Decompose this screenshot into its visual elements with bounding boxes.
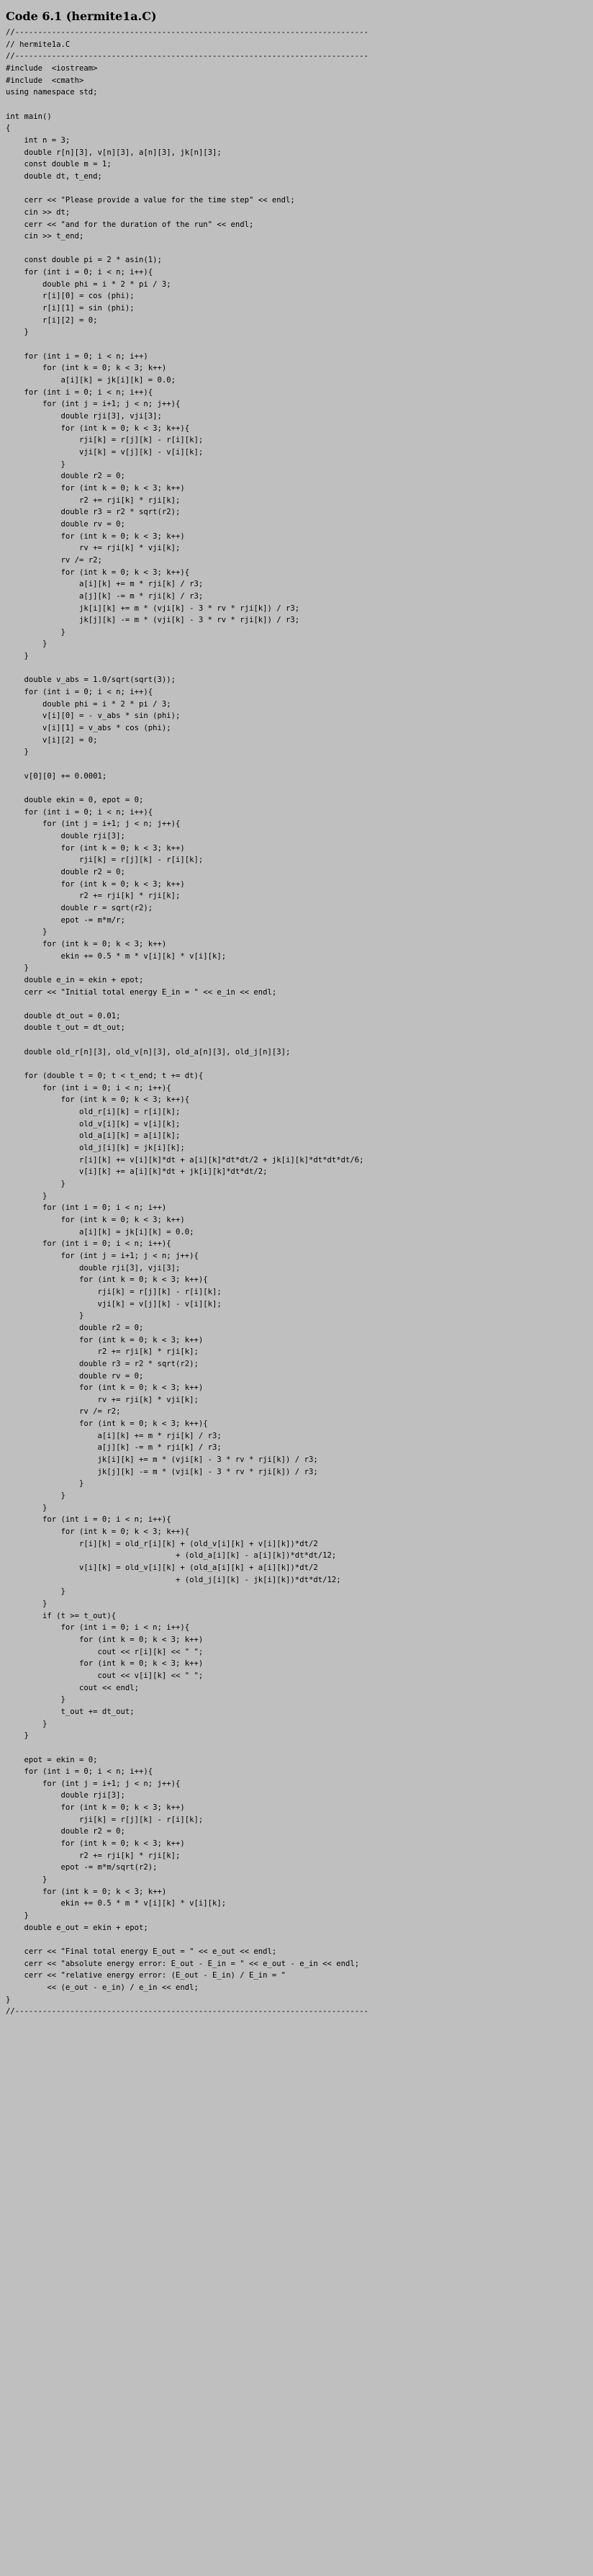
code-line: double rv = 0; <box>6 1371 144 1381</box>
code-line: double phi = i * 2 * pi / 3; <box>6 279 171 289</box>
code-line: for (int k = 0; k < 3; k++) <box>6 1335 204 1345</box>
code-line: for (int k = 0; k < 3; k++){ <box>6 1275 208 1285</box>
code-line: const double pi = 2 * asin(1); <box>6 256 162 265</box>
code-line: } <box>6 1491 65 1501</box>
code-line: + (old_j[i][k] - jk[i][k])*dt*dt/12; <box>6 1575 341 1584</box>
code-line: old_v[i][k] = v[i][k]; <box>6 1119 181 1128</box>
code-line: v[i][k] += a[i][k]*dt + jk[i][k]*dt*dt/2; <box>6 1167 268 1177</box>
code-line: epot -= m*m/sqrt(r2); <box>6 1863 158 1872</box>
code-line: r[i][k] = old_r[i][k] + (old_v[i][k] + v[i][k])*dt/2 <box>6 1539 318 1548</box>
code-line: for (int i = 0; i < n; i++){ <box>6 1515 171 1525</box>
code-line: v[i][0] = - v_abs * sin (phi); <box>6 712 181 721</box>
code-line: jk[j][k] -= m * (vji[k] - 3 * rv * rji[k]) / r3; <box>6 1467 318 1476</box>
code-line <box>6 99 587 111</box>
code-line: double e_out = ekin + epot; <box>6 1923 148 1932</box>
code-line: for (int i = 0; i < n; i++){ <box>6 268 153 277</box>
code-line: for (int i = 0; i < n; i++){ <box>6 1767 153 1777</box>
code-line: for (int k = 0; k < 3; k++) <box>6 1635 204 1644</box>
code-line: r2 += rji[k] * rji[k]; <box>6 495 181 505</box>
code-line: for (int k = 0; k < 3; k++) <box>6 879 185 889</box>
code-line: } <box>6 1599 47 1608</box>
code-line: ekin += 0.5 * m * v[i][k] * v[i][k]; <box>6 951 227 961</box>
code-line: cout << r[i][k] << " "; <box>6 1647 204 1656</box>
code-line: } <box>6 652 29 661</box>
code-line: } <box>6 1719 47 1728</box>
code-line: double r3 = r2 * sqrt(r2); <box>6 1359 199 1368</box>
code-line: double rv = 0; <box>6 519 125 529</box>
code-line: cerr << "absolute energy error: E_out - E_in = " << e_out - e_in << endl; <box>6 1959 360 1968</box>
code-line: double t_out = dt_out; <box>6 1023 125 1033</box>
code-line: for (int j = i+1; j < n; j++){ <box>6 820 181 829</box>
code-line: for (int i = 0; i < n; i++) <box>6 1203 167 1213</box>
code-line: } <box>6 928 47 937</box>
code-line: cout << v[i][k] << " "; <box>6 1671 204 1680</box>
code-line: #include <cmath> <box>6 76 84 85</box>
code-line: v[0][0] += 0.0001; <box>6 771 107 781</box>
code-line: vji[k] = v[j][k] - v[i][k]; <box>6 447 204 457</box>
code-line <box>6 1058 587 1070</box>
code-line: old_j[i][k] = jk[i][k]; <box>6 1144 185 1153</box>
code-line: //----------------------------------------------------------------------------- <box>6 28 368 37</box>
code-line: double r = sqrt(r2); <box>6 903 153 912</box>
code-line: } <box>6 639 47 649</box>
code-line: double r2 = 0; <box>6 867 125 876</box>
code-line <box>6 1742 587 1754</box>
code-line: } <box>6 964 29 973</box>
code-line: for (int i = 0; i < n; i++) <box>6 351 148 361</box>
code-line: v[i][2] = 0; <box>6 735 98 745</box>
code-line: for (double t = 0; t < t_end; t += dt){ <box>6 1072 204 1081</box>
code-line: rji[k] = r[j][k] - r[i][k]; <box>6 856 204 865</box>
code-line: v[i][k] = old_v[i][k] + (old_a[i][k] + a[i][k])*dt/2 <box>6 1563 318 1572</box>
code-line: double r3 = r2 * sqrt(r2); <box>6 508 181 517</box>
code-line: const double m = 1; <box>6 160 112 169</box>
code-line: rv /= r2; <box>6 555 102 565</box>
code-line: cerr << "relative energy error: (E_out - E_in) / E_in = " <box>6 1971 286 1980</box>
code-line: for (int k = 0; k < 3; k++){ <box>6 423 190 433</box>
code-line: double r[n][3], v[n][3], a[n][3], jk[n][3]; <box>6 148 222 157</box>
code-listing <box>6 10 587 2018</box>
code-line: } <box>6 459 65 469</box>
code-line: } <box>6 1479 84 1489</box>
code-line: double v_abs = 1.0/sqrt(sqrt(3)); <box>6 676 176 685</box>
code-line: double phi = i * 2 * pi / 3; <box>6 699 171 709</box>
code-line: for (int k = 0; k < 3; k++) <box>6 531 185 541</box>
code-line: for (int i = 0; i < n; i++){ <box>6 387 153 397</box>
code-line: for (int j = i+1; j < n; j++){ <box>6 400 181 409</box>
code-line: epot = ekin = 0; <box>6 1755 98 1764</box>
code-line: rv /= r2; <box>6 1407 121 1417</box>
code-line: } <box>6 748 29 757</box>
code-line: a[j][k] -= m * rji[k] / r3; <box>6 1443 222 1453</box>
code-line: //----------------------------------------------------------------------------- <box>6 2007 368 2016</box>
code-line: cerr << "Please provide a value for the time step" << endl; <box>6 196 295 205</box>
code-line: // hermite1a.C <box>6 40 71 49</box>
code-line: double dt_out = 0.01; <box>6 1011 121 1020</box>
code-line: r2 += rji[k] * rji[k]; <box>6 1347 199 1357</box>
code-line: for (int k = 0; k < 3; k++){ <box>6 1095 190 1105</box>
code-line: using namespace std; <box>6 88 98 97</box>
code-line: for (int k = 0; k < 3; k++) <box>6 1215 185 1224</box>
code-line: } <box>6 627 65 637</box>
code-line: } <box>6 1587 65 1597</box>
code-line: r[i][1] = sin (phi); <box>6 304 135 313</box>
code-line: if (t >= t_out){ <box>6 1611 117 1620</box>
code-line: double r2 = 0; <box>6 1323 144 1332</box>
code-line: for (int k = 0; k < 3; k++) <box>6 364 167 373</box>
code-line: r2 += rji[k] * rji[k]; <box>6 1851 181 1860</box>
code-line: v[i][1] = v_abs * cos (phi); <box>6 724 171 733</box>
code-line: double r2 = 0; <box>6 472 125 481</box>
code-line: t_out += dt_out; <box>6 1707 135 1716</box>
code-line: cin >> dt; <box>6 207 71 217</box>
code-line: for (int k = 0; k < 3; k++) <box>6 1659 204 1669</box>
code-line: double rji[3]; <box>6 831 125 840</box>
code-line: a[i][k] += m * rji[k] / r3; <box>6 1431 222 1440</box>
code-line: double ekin = 0, epot = 0; <box>6 796 144 804</box>
code-line: ekin += 0.5 * m * v[i][k] * v[i][k]; <box>6 1899 227 1908</box>
code-line: } <box>6 1503 47 1512</box>
code-line: cout << endl; <box>6 1683 139 1692</box>
code-line: for (int k = 0; k < 3; k++) <box>6 483 185 493</box>
code-line <box>6 663 587 675</box>
code-line: #include <iostream> <box>6 63 98 73</box>
code-line: for (int k = 0; k < 3; k++) <box>6 1383 204 1393</box>
code-line <box>6 183 587 195</box>
code-line: double old_r[n][3], old_v[n][3], old_a[n][3], old_j[n][3]; <box>6 1047 291 1056</box>
code-line: } <box>6 1995 11 2004</box>
code-line: jk[i][k] += m * (vji[k] - 3 * rv * rji[k]) / r3; <box>6 603 300 613</box>
code-line: } <box>6 1911 29 1921</box>
code-line: for (int k = 0; k < 3; k++) <box>6 1887 167 1896</box>
code-line: rji[k] = r[j][k] - r[i][k]; <box>6 1287 222 1296</box>
code-line: jk[j][k] -= m * (vji[k] - 3 * rv * rji[k]) / r3; <box>6 616 300 625</box>
code-line: for (int k = 0; k < 3; k++) <box>6 1839 185 1849</box>
code-line: cerr << "Initial total energy E_in = " << e_in << endl; <box>6 987 277 997</box>
code-line: for (int k = 0; k < 3; k++){ <box>6 1419 208 1429</box>
code-line: for (int i = 0; i < n; i++){ <box>6 1623 190 1633</box>
code-line: } <box>6 1875 47 1885</box>
code-line: a[i][k] = jk[i][k] = 0.0; <box>6 1227 194 1237</box>
code-line: //----------------------------------------------------------------------------- <box>6 52 368 61</box>
code-line <box>6 782 587 794</box>
code-line: double e_in = ekin + epot; <box>6 975 144 984</box>
code-line: double rji[3], vji[3]; <box>6 1263 181 1273</box>
code-line: for (int k = 0; k < 3; k++){ <box>6 1527 190 1537</box>
code-line <box>6 758 587 771</box>
listing-caption: Code 6.1 (hermite1a.C) <box>6 9 157 23</box>
code-line: } <box>6 1731 29 1741</box>
code-line <box>6 338 587 351</box>
code-line: + (old_a[i][k] - a[i][k])*dt*dt/12; <box>6 1551 337 1561</box>
code-line: for (int i = 0; i < n; i++){ <box>6 688 153 697</box>
code-line: for (int j = i+1; j < n; j++){ <box>6 1779 181 1788</box>
code-line: cerr << "Final total energy E_out = " << e_out << endl; <box>6 1947 277 1956</box>
code-line: epot -= m*m/r; <box>6 915 125 925</box>
code-line: } <box>6 1695 65 1705</box>
code-line: double rji[3]; <box>6 1791 125 1800</box>
code-line: for (int k = 0; k < 3; k++) <box>6 939 167 948</box>
code-line: int n = 3; <box>6 135 71 145</box>
code-line: a[i][k] += m * rji[k] / r3; <box>6 580 204 589</box>
code-line <box>6 243 587 255</box>
code-line: double rji[3], vji[3]; <box>6 412 162 421</box>
code-line: jk[i][k] += m * (vji[k] - 3 * rv * rji[k]) / r3; <box>6 1455 318 1465</box>
code-line <box>6 998 587 1010</box>
code-line: a[j][k] -= m * rji[k] / r3; <box>6 591 204 601</box>
code-line: old_a[i][k] = a[i][k]; <box>6 1131 181 1141</box>
code-line: } <box>6 1180 65 1188</box>
code-line: cin >> t_end; <box>6 232 84 241</box>
code-line: rv += rji[k] * vji[k]; <box>6 1395 199 1404</box>
code-line: for (int j = i+1; j < n; j++){ <box>6 1251 199 1260</box>
code-line: a[i][k] = jk[i][k] = 0.0; <box>6 376 176 385</box>
code-line: for (int i = 0; i < n; i++){ <box>6 1083 171 1092</box>
code-line: } <box>6 328 29 337</box>
code-line: vji[k] = v[j][k] - v[i][k]; <box>6 1299 222 1309</box>
code-block <box>6 27 587 2018</box>
code-line: { <box>6 124 11 133</box>
code-line: rji[k] = r[j][k] - r[i][k]; <box>6 1815 204 1824</box>
code-line <box>6 1934 587 1946</box>
code-line: r2 += rji[k] * rji[k]; <box>6 892 181 901</box>
code-line: old_r[i][k] = r[i][k]; <box>6 1108 181 1117</box>
code-line: r[i][0] = cos (phi); <box>6 292 135 301</box>
code-line: } <box>6 1311 84 1321</box>
code-line: r[i][k] += v[i][k]*dt + a[i][k]*dt*dt/2 + jk[i][k]*dt*dt*dt/6; <box>6 1155 364 1164</box>
code-line: for (int i = 0; i < n; i++){ <box>6 1239 171 1249</box>
code-line: rji[k] = r[j][k] - r[i][k]; <box>6 436 204 445</box>
code-line: << (e_out - e_in) / e_in << endl; <box>6 1983 199 1992</box>
code-line: rv += rji[k] * vji[k]; <box>6 544 181 553</box>
code-line: for (int k = 0; k < 3; k++){ <box>6 567 190 577</box>
code-line: double dt, t_end; <box>6 171 102 181</box>
code-line: for (int k = 0; k < 3; k++) <box>6 1803 185 1813</box>
code-line: cerr << "and for the duration of the run" << endl; <box>6 220 254 229</box>
code-line: for (int k = 0; k < 3; k++) <box>6 843 185 853</box>
code-line: double r2 = 0; <box>6 1827 125 1836</box>
code-line: int main() <box>6 112 52 121</box>
code-line <box>6 1034 587 1046</box>
code-line: } <box>6 1191 47 1201</box>
code-line: for (int i = 0; i < n; i++){ <box>6 807 153 817</box>
code-line: r[i][2] = 0; <box>6 315 98 325</box>
